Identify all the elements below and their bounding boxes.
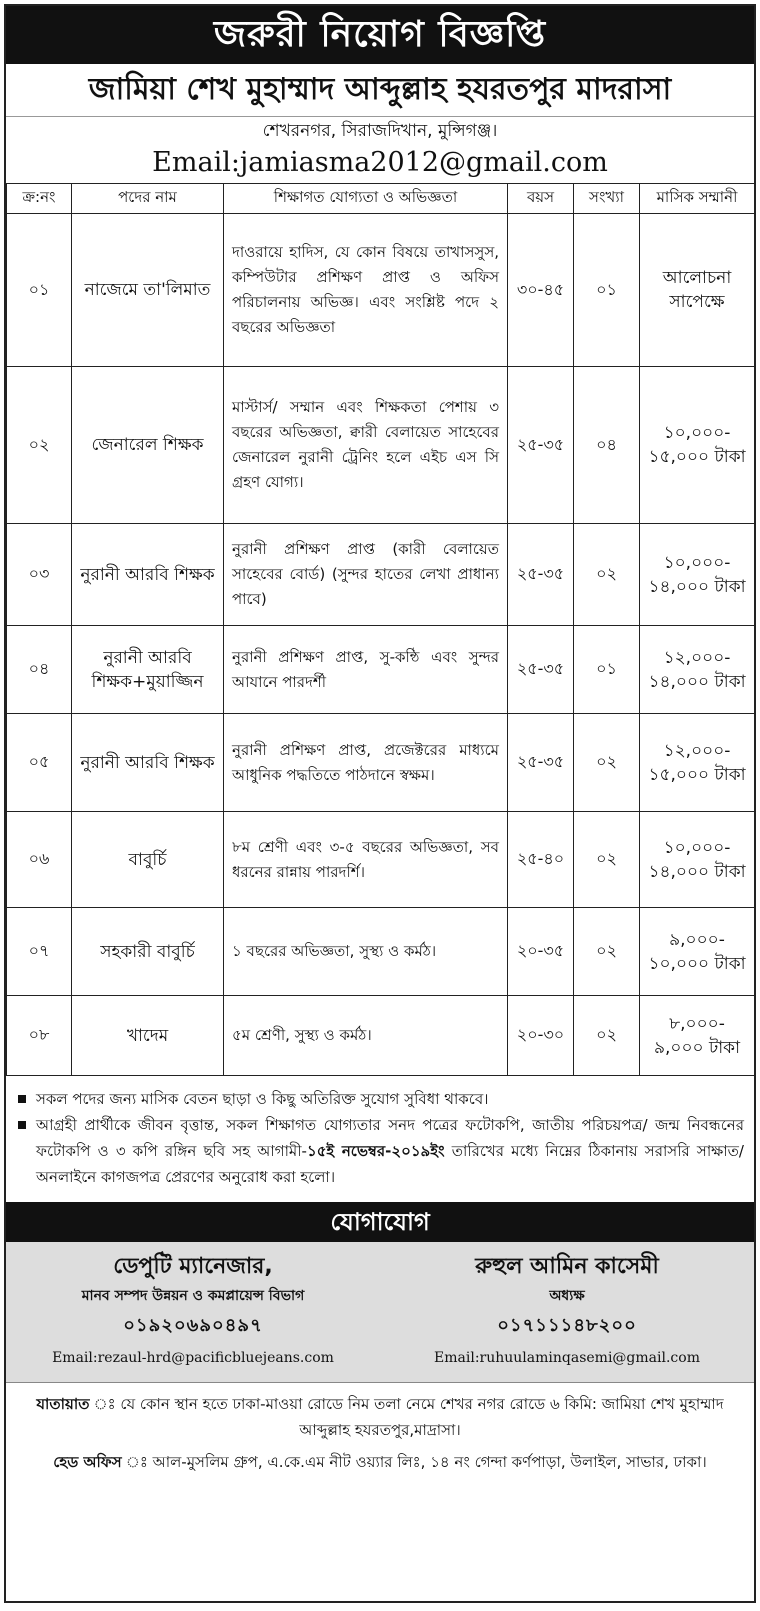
transport-label: যাতায়াত	[36, 1395, 90, 1413]
table-row	[7, 908, 755, 996]
contact-left	[6, 1242, 380, 1382]
job-advertisement	[4, 4, 756, 1603]
salary-cell: ৯,০০০- ১০,০০০ টাকা	[640, 908, 755, 996]
count-cell: ০২	[574, 524, 640, 626]
organization-name: জামিয়া শেখ মুহাম্মাদ আব্দুল্লাহ হযরতপুর মাদরাসা	[6, 64, 754, 117]
count-cell: ০৪	[574, 367, 640, 524]
serial-cell: ০২	[7, 367, 72, 524]
contact-phone: ০১৭১১১৪৮২০০	[497, 1315, 637, 1336]
contact-email: Email:rezaul-hrd@pacificbluejeans.com	[52, 1350, 334, 1366]
note-text: আগ্রহী প্রার্থীকে জীবন বৃত্তান্ত, সকল শিক্ষাগত যোগ্যতার সনদ পত্রের ফটোকপি, জাতীয় পরিচয়পত্র/ জন্ম নিবন্ধনের ফটোকপি ও ৩ কপি রঙ্গিন ছবি সহ আগামী-	[36, 1116, 744, 1160]
contact-phone: ০১৯২০৬৯০৪৯৭	[123, 1315, 263, 1336]
age-cell: ২৫-৩৫	[508, 367, 574, 524]
contact-heading: যোগাযোগ	[6, 1202, 754, 1242]
header-count: সংখ্যা	[574, 184, 640, 214]
qualification-cell: ৮ম শ্রেণী এবং ৩-৫ বছরের অভিজ্ঞতা, সব ধরনের রান্নায় পারদর্শি।	[224, 812, 508, 908]
note-item	[16, 1112, 744, 1190]
urgent-recruitment-banner: জরুরী নিয়োগ বিজ্ঞপ্তি	[6, 6, 754, 64]
salary-cell: ৮,০০০- ৯,০০০ টাকা	[640, 996, 755, 1076]
organization-email: Email:jamiasma2012@gmail.com	[152, 147, 608, 178]
header-salary: মাসিক সম্মানী	[640, 184, 755, 214]
count-cell: ০২	[574, 996, 640, 1076]
table-row	[7, 524, 755, 626]
serial-cell: ০৫	[7, 714, 72, 812]
header-serial: ক্র:নং	[7, 184, 72, 214]
vacancy-table	[6, 183, 755, 1076]
post-cell: বাবুর্চি	[72, 812, 224, 908]
age-cell: ২০-৩০	[508, 996, 574, 1076]
contact-role: অধ্যক্ষ	[549, 1288, 585, 1304]
serial-cell: ০৮	[7, 996, 72, 1076]
head-office-text: ঃ আল-মুসলিম গ্রুপ, এ.কে.এম নীট ওয়্যার লিঃ, ১৪ নং গেন্দা কর্ণপাড়া, উলাইল, সাভার, ঢাকা।	[121, 1453, 707, 1471]
table-row	[7, 714, 755, 812]
salary-cell: ১২,০০০- ১৫,০০০ টাকা	[640, 714, 755, 812]
qualification-cell: ১ বছরের অভিজ্ঞতা, সুস্থ্য ও কর্মঠ।	[224, 908, 508, 996]
count-cell: ০২	[574, 714, 640, 812]
qualification-cell: মাস্টার্স/ সম্মান এবং শিক্ষকতা পেশায় ৩ বছরের অভিজ্ঞতা, ক্বারী বেলায়েত সাহেবের জেনারেল নুরানী ট্রেনিং হলে এইচ এস সি গ্রহণ যোগ্য।	[224, 367, 508, 524]
serial-cell: ০৬	[7, 812, 72, 908]
serial-cell: ০৩	[7, 524, 72, 626]
serial-cell: ০৪	[7, 626, 72, 714]
age-cell: ২৫-৩৫	[508, 524, 574, 626]
table-row	[7, 812, 755, 908]
contact-right	[380, 1242, 754, 1382]
salary-cell: আলোচনা সাপেক্ষে	[640, 214, 755, 367]
post-cell: খাদেম	[72, 996, 224, 1076]
table-row	[7, 214, 755, 367]
notes-section	[6, 1076, 754, 1196]
count-cell: ০২	[574, 812, 640, 908]
serial-cell: ০১	[7, 214, 72, 367]
salary-cell: ১০,০০০- ১৫,০০০ টাকা	[640, 367, 755, 524]
count-cell: ০২	[574, 908, 640, 996]
table-header-row	[7, 184, 755, 214]
age-cell: ৩০-৪৫	[508, 214, 574, 367]
header-age: বয়স	[508, 184, 574, 214]
post-cell: নুরানী আরবি শিক্ষক	[72, 714, 224, 812]
serial-cell: ০৭	[7, 908, 72, 996]
table-row	[7, 626, 755, 714]
note-text-continued: তারিখের মধ্যে নিম্নের ঠিকানায় সরাসরি সাক্ষাত/ অনলাইনে কাগজপত্র প্রেরণের অনুরোধ করা হলো।	[36, 1142, 744, 1186]
qualification-cell: নুরানী প্রশিক্ষণ প্রাপ্ত, সু-কন্ঠি এবং সুন্দর আযানে পারদর্শী	[224, 626, 508, 714]
age-cell: ২৫-৩৫	[508, 626, 574, 714]
qualification-cell: দাওরায়ে হাদিস, যে কোন বিষয়ে তাখাসসুস, কম্পিউটার প্রশিক্ষণ প্রাপ্ত ও অফিস পরিচালনায় অভিজ্ঞ। এবং সংশ্লিষ্ট পদে ২ বছরের অভিজ্ঞতা	[224, 214, 508, 367]
salary-cell: ১০,০০০- ১৪,০০০ টাকা	[640, 524, 755, 626]
contact-name: রুহুল আমিন কাসেমী	[475, 1254, 659, 1279]
contact-email: Email:ruhuulaminqasemi@gmail.com	[434, 1350, 700, 1366]
post-cell: নুরানী আরবি শিক্ষক	[72, 524, 224, 626]
head-office-info	[6, 1443, 754, 1475]
count-cell: ০১	[574, 214, 640, 367]
transport-info	[6, 1382, 754, 1443]
qualification-cell: নুরানী প্রশিক্ষণ প্রাপ্ত, প্রজেক্টরের মাধ্যমে আধুনিক পদ্ধতিতে পাঠদানে স্বক্ষম।	[224, 714, 508, 812]
note-item	[16, 1086, 744, 1112]
qualification-cell: ৫ম শ্রেণী, সুস্থ্য ও কর্মঠ।	[224, 996, 508, 1076]
square-bullet-icon	[18, 1121, 26, 1129]
head-office-label: হেড অফিস	[53, 1453, 122, 1471]
header-qualification: শিক্ষাগত যোগ্যতা ও অভিজ্ঞতা	[224, 184, 508, 214]
table-row	[7, 367, 755, 524]
age-cell: ২৫-৪০	[508, 812, 574, 908]
salary-cell: ১০,০০০- ১৪,০০০ টাকা	[640, 812, 755, 908]
post-cell: নুরানী আরবি শিক্ষক+মুয়াজ্জিন	[72, 626, 224, 714]
table-row	[7, 996, 755, 1076]
organization-address: শেখরনগর, সিরাজদিখান, মুন্সিগঞ্জ।	[262, 121, 498, 141]
post-cell: নাজেমে তা'লিমাত	[72, 214, 224, 367]
age-cell: ২০-৩৫	[508, 908, 574, 996]
post-cell: জেনারেল শিক্ষক	[72, 367, 224, 524]
salary-cell: ১২,০০০- ১৪,০০০ টাকা	[640, 626, 755, 714]
post-cell: সহকারী বাবুর্চি	[72, 908, 224, 996]
contact-role: মানব সম্পদ উন্নয়ন ও কমপ্লায়েন্স বিভাগ	[81, 1288, 305, 1304]
count-cell: ০১	[574, 626, 640, 714]
transport-text: ঃ যে কোন স্থান হতে ঢাকা-মাওয়া রোডে নিম তলা নেমে শেখর নগর রোডে ৬ কিমি: জামিয়া শেখ মুহাম্মাদ আব্দুল্লাহ হযরতপুর,মাদ্রাসা।	[89, 1395, 724, 1439]
note-text: সকল পদের জন্য মাসিক বেতন ছাড়া ও কিছু অতিরিক্ত সুযোগ সুবিধা থাকবে।	[36, 1090, 489, 1108]
contacts-section	[6, 1242, 754, 1382]
age-cell: ২৫-৩৫	[508, 714, 574, 812]
square-bullet-icon	[18, 1095, 26, 1103]
qualification-cell: নুরানী প্রশিক্ষণ প্রাপ্ত (কারী বেলায়েত সাহেবের বোর্ড) (সুন্দর হাতের লেখা প্রাধান্য পাবে)	[224, 524, 508, 626]
header-post: পদের নাম	[72, 184, 224, 214]
contact-name: ডেপুটি ম্যানেজার,	[113, 1254, 273, 1279]
deadline-date: ১৫ই নভেম্বর-২০১৯ইং	[306, 1142, 445, 1160]
